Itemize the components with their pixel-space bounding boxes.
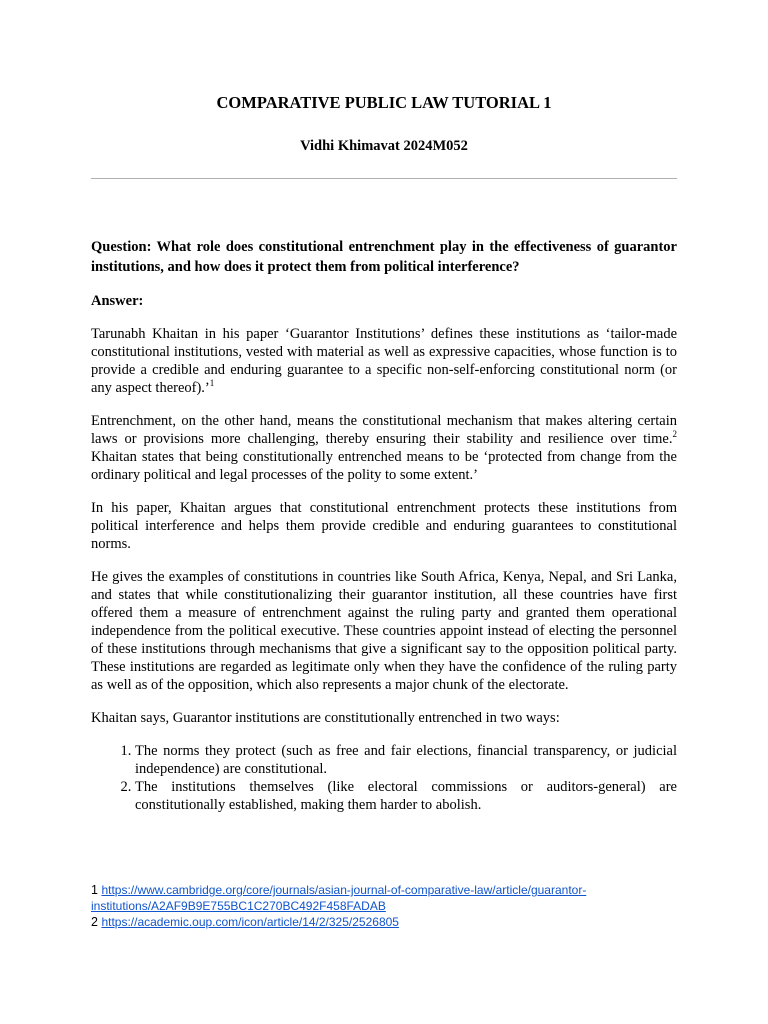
paragraph-two-ways: Khaitan says, Guarantor institutions are constitutionally entrenched in two ways:	[91, 710, 560, 726]
answer-label: Answer:	[91, 293, 144, 309]
footnote-link[interactable]: https://academic.oup.com/icon/article/14/2/325/2526805	[101, 915, 399, 929]
footnote-link[interactable]: https://www.cambridge.org/core/journals/asian-journal-of-comparative-law/article/guarantor-institutions/A2AF9B9E755BC1C270BC492F458FADAB	[91, 883, 587, 913]
document-page	[91, 0, 677, 1024]
list-item: 2. The institutions themselves (like electoral commissions or auditors-general) are constitutionally established, making them harder to abolish.	[135, 778, 677, 814]
document-title: COMPARATIVE PUBLIC LAW TUTORIAL 1	[216, 93, 552, 112]
footnote-number: 2	[91, 915, 98, 929]
list-item: 1. The norms they protect (such as free and fair elections, financial transparency, or judicial independence) are constitutional.	[135, 742, 677, 778]
footnote-ref-2[interactable]: 2	[672, 429, 677, 439]
paragraph-examples: He gives the examples of constitutions in countries like South Africa, Kenya, Nepal, and Sri Lanka, and states that while constitutionalizing their guarantor institution, all these countries have first offered them a measure of entrenchment against the ruling party and granted them operational independence from the political executive. These countries appoint instead of electing the personnel of these institutions through mechanisms that give a significant say to the opposition political party. These institutions are regarded as legitimate only when they have the confidence of the ruling party as well as of the opposition, which also represents a major chunk of the electorate.	[91, 569, 677, 693]
paragraph-argument: In his paper, Khaitan argues that constitutional entrenchment protects these institutions from political interference and helps them provide credible and enduring guarantees to constitutional norms.	[91, 500, 677, 552]
footnote-2	[91, 914, 677, 930]
question-text: Question: What role does constitutional entrenchment play in the effectiveness of guarantor institutions, and how does it protect them from political interference?	[91, 239, 677, 275]
paragraph-entrenchment-text-b: Khaitan states that being constitutionally entrenched means to be ‘protected from change from the ordinary political and legal processes of the polity to some extent.’	[91, 449, 677, 483]
footnote-ref-1[interactable]: 1	[209, 378, 215, 388]
entrenchment-list	[91, 742, 677, 814]
footnote-number: 1	[91, 883, 98, 897]
author-line: Vidhi Khimavat 2024M052	[300, 138, 468, 154]
paragraph-entrenchment-text-a: Entrenchment, on the other hand, means the constitutional mechanism that makes altering certain laws or provisions more challenging, thereby ensuring their stability and resilience over time.	[91, 413, 677, 447]
footnote-1	[91, 882, 677, 914]
document-body	[91, 237, 677, 814]
header-divider	[91, 178, 677, 179]
paragraph-definition	[91, 325, 677, 397]
paragraph-definition-text: Tarunabh Khaitan in his paper ‘Guarantor Institutions’ defines these institutions as ‘tailor-made constitutional institutions, vested with material as well as expressive capacities, whose function is to provide a credible and enduring guarantee to a specific non-self-enforcing constitutional norm (or any aspect thereof).’	[91, 326, 677, 396]
footnotes-section	[91, 882, 677, 930]
paragraph-entrenchment	[91, 412, 677, 484]
